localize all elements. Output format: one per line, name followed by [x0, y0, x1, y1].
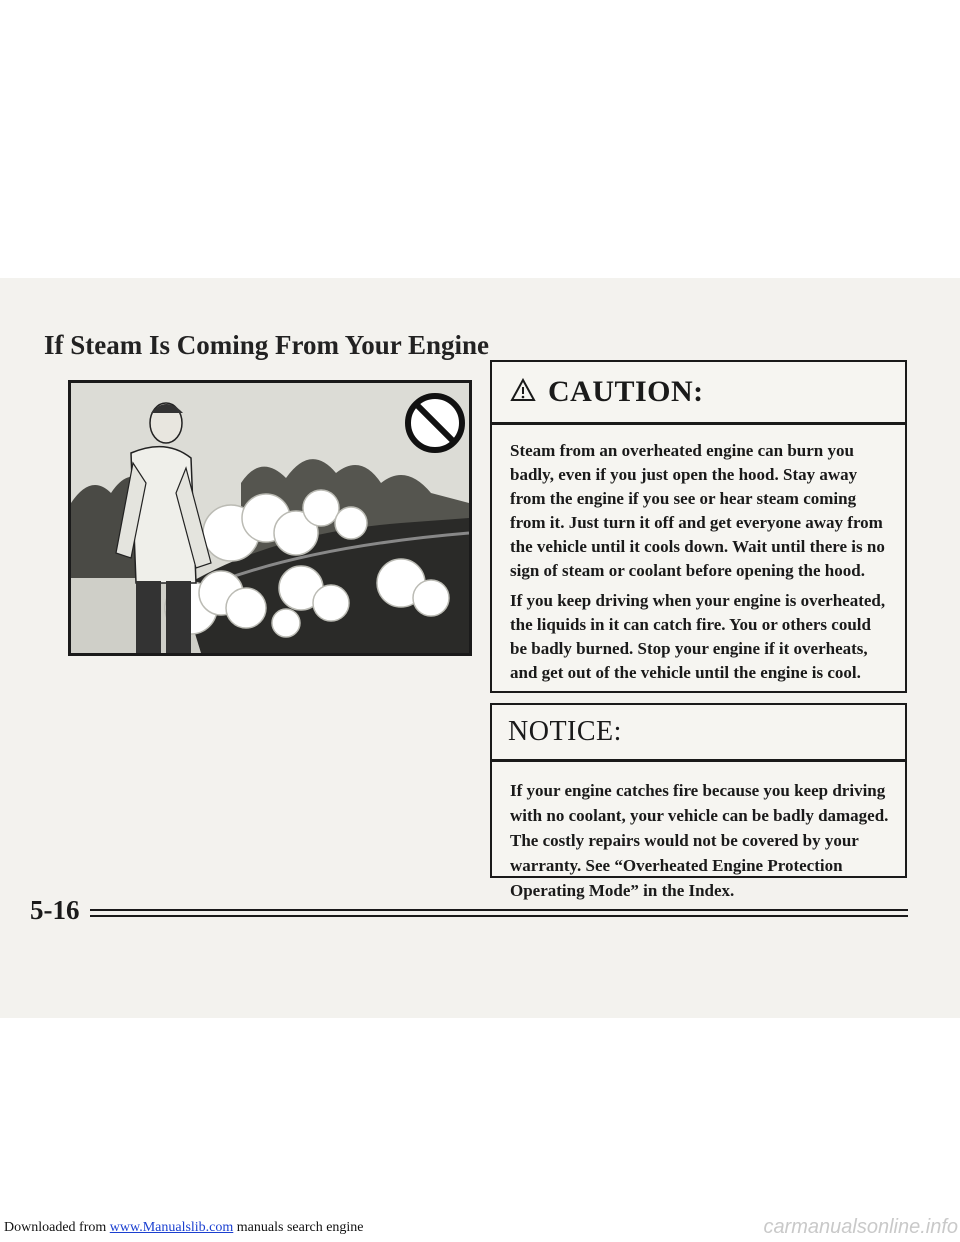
watermark: carmanualsonline.info — [763, 1216, 958, 1238]
prohibition-icon — [408, 396, 462, 450]
warning-triangle-icon — [510, 378, 536, 407]
page-number: 5-16 — [30, 895, 80, 925]
download-suffix: manuals search engine — [233, 1220, 364, 1235]
steam-engine-illustration — [68, 380, 472, 656]
manualslib-link[interactable]: www.Manualslib.com — [109, 1220, 234, 1235]
caution-paragraph: If you keep driving when your engine is overheated, the liquids in it can catch fire. You or others could be badly burned. Stop your engine if it overheats, and get out of the vehicle until the engine is cool. — [510, 591, 886, 682]
notice-paragraph: If your engine catches fire because you keep driving with no coolant, your vehicle can be badly damaged. The costly repairs would not be covered by your warranty. See “Overheated Engine Protection Operating Mode” in the Index. — [510, 781, 889, 900]
download-prefix: Downloaded from — [4, 1220, 110, 1235]
notice-title: NOTICE: — [508, 716, 622, 747]
notice-header — [492, 705, 905, 762]
notice-body — [492, 762, 905, 903]
caution-box — [490, 360, 907, 693]
caution-header — [492, 362, 905, 425]
section-title: If Steam Is Coming From Your Engine — [44, 330, 490, 360]
man-steaming-engine-image — [71, 383, 469, 653]
footer-rule — [90, 915, 908, 917]
caution-paragraph: Steam from an overheated engine can burn you badly, even if you just open the hood. Stay away from the engine if you see or hear steam coming from it. Just turn it off and get everyone away from the vehicle until it cools down. Wait until there is no sign of steam or coolant before opening the hood. — [510, 441, 885, 580]
notice-box — [490, 703, 907, 900]
caution-title: CAUTION: — [548, 375, 704, 408]
caution-body — [492, 425, 905, 685]
footer-rule — [90, 909, 908, 911]
